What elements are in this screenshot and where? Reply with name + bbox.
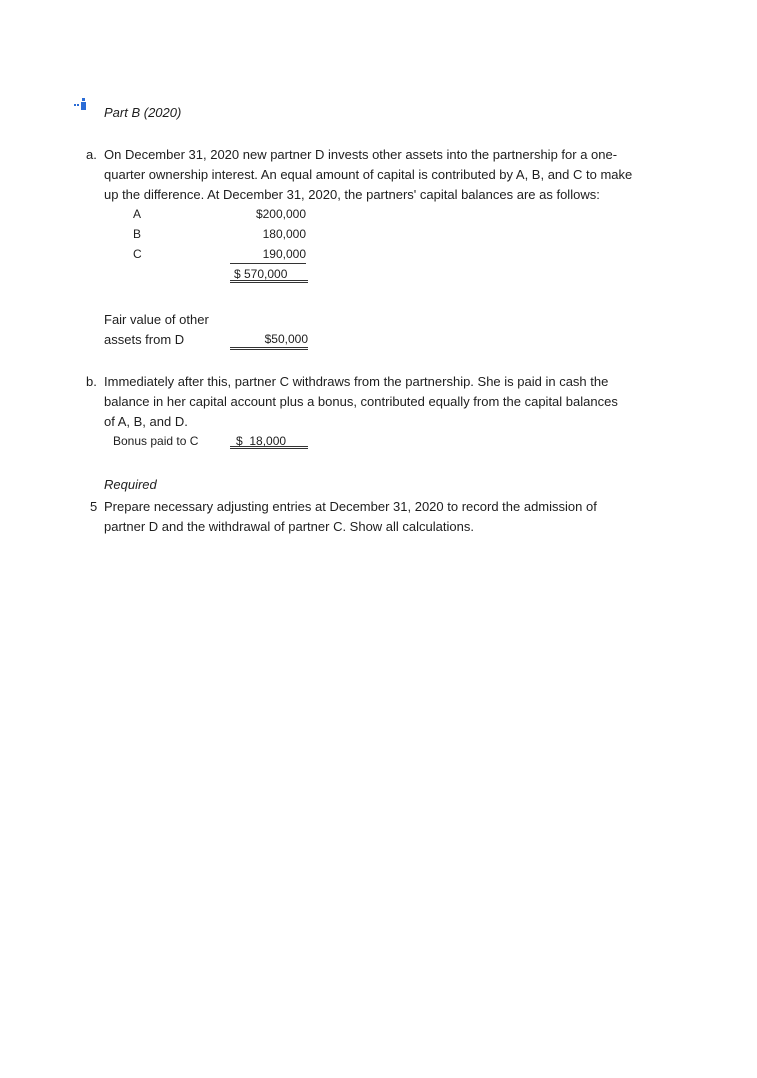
capital-amount: $200,000 bbox=[255, 207, 306, 221]
section-a-line: quarter ownership interest. An equal amount of capital is contributed by A, B, and C to make bbox=[104, 167, 633, 182]
section-b-line: balance in her capital account plus a bonus, contributed equally from the capital balances bbox=[104, 394, 618, 409]
capital-total: $ 570,000 bbox=[230, 267, 308, 283]
section-b-line: Immediately after this, partner C withdraws from the partnership. She is paid in cash the bbox=[104, 374, 609, 389]
required-paragraph bbox=[86, 497, 716, 537]
bonus-label: Bonus paid to C bbox=[113, 434, 199, 448]
capital-amount: 180,000 bbox=[262, 227, 306, 241]
fair-value-label: assets from D bbox=[104, 332, 185, 347]
capital-partner-label: A bbox=[133, 207, 142, 221]
capital-partner-label: C bbox=[133, 247, 142, 261]
part-title: Part B (2020) bbox=[104, 105, 182, 120]
section-b-marker: b. bbox=[86, 374, 97, 389]
section-b-line: of A, B, and D. bbox=[104, 414, 188, 429]
anchor-icon bbox=[74, 98, 88, 110]
bonus-amount: $ 18,000 bbox=[230, 434, 308, 449]
required-line: Prepare necessary adjusting entries at December 31, 2020 to record the admission of bbox=[104, 499, 597, 514]
capital-amount: 190,000 bbox=[230, 247, 306, 264]
fair-value-label: Fair value of other bbox=[104, 312, 209, 327]
capital-partner-label: B bbox=[133, 227, 142, 241]
section-a-line: On December 31, 2020 new partner D invests other assets into the partnership for a one- bbox=[104, 147, 618, 162]
section-b-paragraph bbox=[86, 372, 716, 432]
section-a-paragraph bbox=[86, 145, 716, 205]
section-a-marker: a. bbox=[86, 147, 97, 162]
required-line: partner D and the withdrawal of partner C. Show all calculations. bbox=[104, 519, 474, 534]
required-label: Required bbox=[104, 477, 157, 492]
fair-value-amount: $50,000 bbox=[230, 332, 308, 350]
section-a-line: up the difference. At December 31, 2020, the partners' capital balances are as follows: bbox=[104, 187, 600, 202]
required-number: 5 bbox=[90, 499, 98, 514]
